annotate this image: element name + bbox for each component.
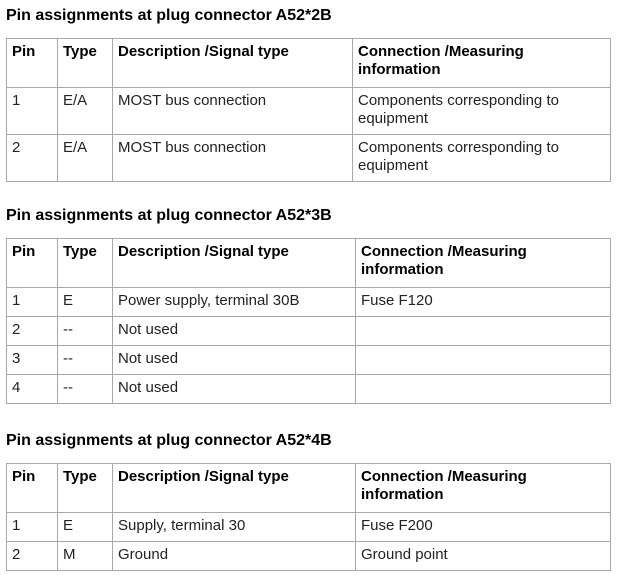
pin-table [6,463,611,571]
cell-description: Not used [113,317,356,346]
header-description: Description /Signal type [113,239,356,288]
cell-type: -- [58,375,113,404]
pin-table [6,38,611,182]
table-row [7,542,611,571]
cell-connection: Ground point [356,542,611,571]
cell-pin: 1 [7,288,58,317]
cell-pin: 1 [7,513,58,542]
header-description: Description /Signal type [113,464,356,513]
table-header-row [7,39,611,88]
section-heading: Pin assignments at plug connector A52*4B [6,432,332,449]
cell-connection: Components corresponding to equipment [353,88,611,135]
cell-connection [356,317,611,346]
cell-description: MOST bus connection [113,135,353,182]
cell-pin: 2 [7,135,58,182]
table-row [7,88,611,135]
table-row [7,513,611,542]
cell-type: E [58,513,113,542]
cell-description: Not used [113,375,356,404]
cell-type: E/A [58,88,113,135]
pin-table [6,238,611,404]
cell-type: E [58,288,113,317]
cell-description: MOST bus connection [113,88,353,135]
header-description: Description /Signal type [113,39,353,88]
cell-description: Power supply, terminal 30B [113,288,356,317]
cell-type: -- [58,346,113,375]
cell-connection: Fuse F200 [356,513,611,542]
section-a52-4b [6,431,611,571]
table-row [7,375,611,404]
header-connection: Connection /Measuring information [356,239,611,288]
section-a52-3b [6,206,611,404]
header-pin: Pin [7,464,58,513]
header-type: Type [58,239,113,288]
header-type: Type [58,464,113,513]
cell-description: Not used [113,346,356,375]
table-header-row [7,239,611,288]
cell-connection: Fuse F120 [356,288,611,317]
cell-connection: Components corresponding to equipment [353,135,611,182]
cell-pin: 4 [7,375,58,404]
cell-pin: 2 [7,542,58,571]
header-connection: Connection /Measuring information [353,39,611,88]
cell-pin: 1 [7,88,58,135]
table-header-row [7,464,611,513]
cell-pin: 2 [7,317,58,346]
cell-connection [356,375,611,404]
cell-type: -- [58,317,113,346]
table-row [7,317,611,346]
header-type: Type [58,39,113,88]
cell-type: E/A [58,135,113,182]
cell-type: M [58,542,113,571]
section-heading: Pin assignments at plug connector A52*2B [6,7,332,24]
section-heading: Pin assignments at plug connector A52*3B [6,207,332,224]
cell-connection [356,346,611,375]
table-row [7,346,611,375]
header-connection: Connection /Measuring information [356,464,611,513]
header-pin: Pin [7,239,58,288]
table-row [7,288,611,317]
section-a52-2b [6,6,611,182]
table-row [7,135,611,182]
cell-pin: 3 [7,346,58,375]
cell-description: Supply, terminal 30 [113,513,356,542]
header-pin: Pin [7,39,58,88]
cell-description: Ground [113,542,356,571]
